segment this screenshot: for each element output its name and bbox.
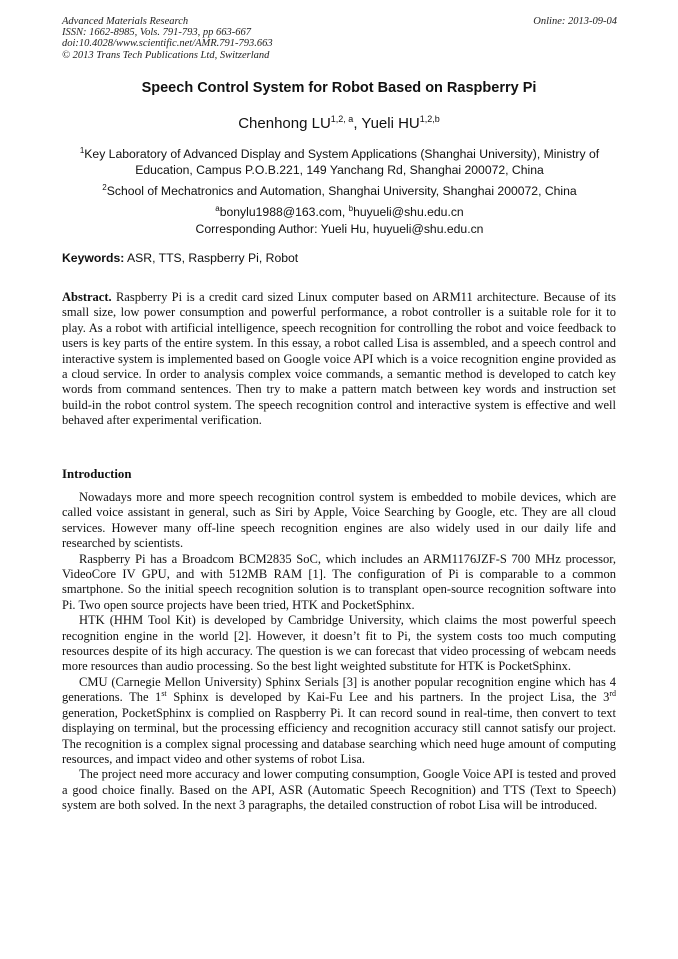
abstract-text: Raspberry Pi is a credit card sized Linux computer based on ARM11 architecture. Because of its small size, low power consumption and powerful performance, a robot controller is a suitable role for it to play. As a robot with artificial intelligence, speech recognition for controlling the robot and voice feedback to users is key parts of the entire system. In this essay, a robot called Lisa is assembled, and a speech control and interactive system is implemented based on Google voice API which is a voice recognition engine provided as a cloud service. In order to analysis complex voice commands, a semantic method is developed to catch key words from command sentences. Then try to make a pattern match between key words and instruction set build-in the robot control system. The speech recognition control and interactive system is effective and well behaved after experimental verification. (62, 290, 616, 428)
abstract (62, 290, 616, 429)
corresponding-author: Corresponding Author: Yueli Hu, huyueli@shu.edu.cn (195, 222, 484, 237)
affiliation-text: Key Laboratory of Advanced Display and System Applications (Shanghai University), Ministry of Education, Campus P.O.B.221, 149 Yanchang Rd, Shanghai 200072, China (84, 147, 600, 178)
journal-issn: ISSN: 1662-8985, Vols. 791-793, pp 663-667 (62, 27, 251, 39)
journal-header (62, 16, 617, 61)
email-marker: b (348, 204, 354, 213)
paragraph-text: Sphinx is developed by Kai-Fu Lee and his partners. In the project Lisa, the 3 (166, 690, 610, 705)
paragraph: Raspberry Pi has a Broadcom BCM2835 SoC, which includes an ARM1176JZF-S 700 MHz processor, VideoCore IV GPU, and with 512MB RAM [1]. The configuration of Pi is comparable to a common smartphone. So the initial speech recognition solution is to transplant open-source recognition software into Pi. Two open source projects have been tried, HTK and PocketSphinx. (62, 551, 616, 612)
paragraph: Nowadays more and more speech recognition control system is embedded to mobile devices, which are called voice assistant in general, such as Siri by Apple, Voice Searching by Google, etc. They are all cloud services. However many off-line speech recognition engines are also widely used in our daily life and researched by scientists. (62, 490, 616, 551)
abstract-label: Abstract. (62, 290, 112, 304)
email-address[interactable]: huyueli@shu.edu.cn (353, 205, 464, 220)
paragraph (62, 675, 616, 767)
keywords-label: Keywords: (62, 251, 125, 265)
email-line (62, 200, 617, 221)
author-name: Yueli HU (361, 115, 420, 132)
author-name: Chenhong LU (238, 115, 331, 132)
affiliation-marker: 1 (79, 146, 85, 155)
author-separator: , (353, 115, 362, 132)
ordinal-suffix: rd (609, 689, 616, 699)
paragraph-text: CMU (Carnegie Mellon University) Sphinx Serials [3] is another popular recognition engine which has 4 generations. The 1 (62, 674, 616, 705)
introduction-body (62, 490, 616, 814)
paragraph-text: generation, PocketSphinx is complied on Raspberry Pi. It can record sound in real-time, then convert to text displaying on terminal, but the processing efficiency and recognition accuracy still cannot satisfy our project. The recognition is a complex signal processing and database searching which need huge amount of computing resources, and impact video and other systems of robot Lisa. (62, 705, 616, 766)
section-heading-introduction: Introduction (62, 467, 132, 481)
affiliation-2 (62, 180, 617, 199)
online-date: Online: 2013-09-04 (533, 16, 617, 27)
author-affiliation-marker: 1,2,b (419, 114, 440, 124)
author-list (0, 114, 678, 132)
keywords-text: ASR, TTS, Raspberry Pi, Robot (124, 251, 299, 265)
author-emails (62, 200, 617, 238)
email-marker: a (215, 204, 220, 213)
email-address[interactable]: bonylu1988@163.com, (219, 205, 349, 220)
paragraph: HTK (HHM Tool Kit) is developed by Cambridge University, which claims the most powerful speech recognition engine in the world [2]. However, it doesn’t fit to Pi, the system costs too much computing resources despite of its high accuracy. The question is we can forecast that video processing of webcam needs more resources than audio processing. So the best light weighted substitute for HTK is PocketSphinx. (62, 613, 616, 674)
affiliation-marker: 2 (102, 183, 107, 192)
affiliation-1 (62, 143, 617, 178)
journal-name: Advanced Materials Research (62, 16, 189, 27)
paragraph: The project need more accuracy and lower computing consumption, Google Voice API is tested and proved a good choice finally. Based on the API, ASR (Automatic Speech Recognition) and TTS (Text to Speech) system are both solved. In the next 3 paragraphs, the detailed construction of robot Lisa will be introduced. (62, 767, 616, 813)
keywords (62, 251, 617, 265)
journal-copyright: © 2013 Trans Tech Publications Ltd, Switzerland (62, 49, 270, 61)
affiliation-text: School of Mechatronics and Automation, Shanghai University, Shanghai 200072, China (106, 184, 577, 199)
author-affiliation-marker: 1,2, a (330, 114, 354, 124)
journal-doi: doi:10.4028/www.scientific.net/AMR.791-793.663 (62, 38, 273, 50)
paper-title: Speech Control System for Robot Based on Raspberry Pi (141, 80, 537, 96)
ordinal-suffix: st (161, 689, 167, 699)
